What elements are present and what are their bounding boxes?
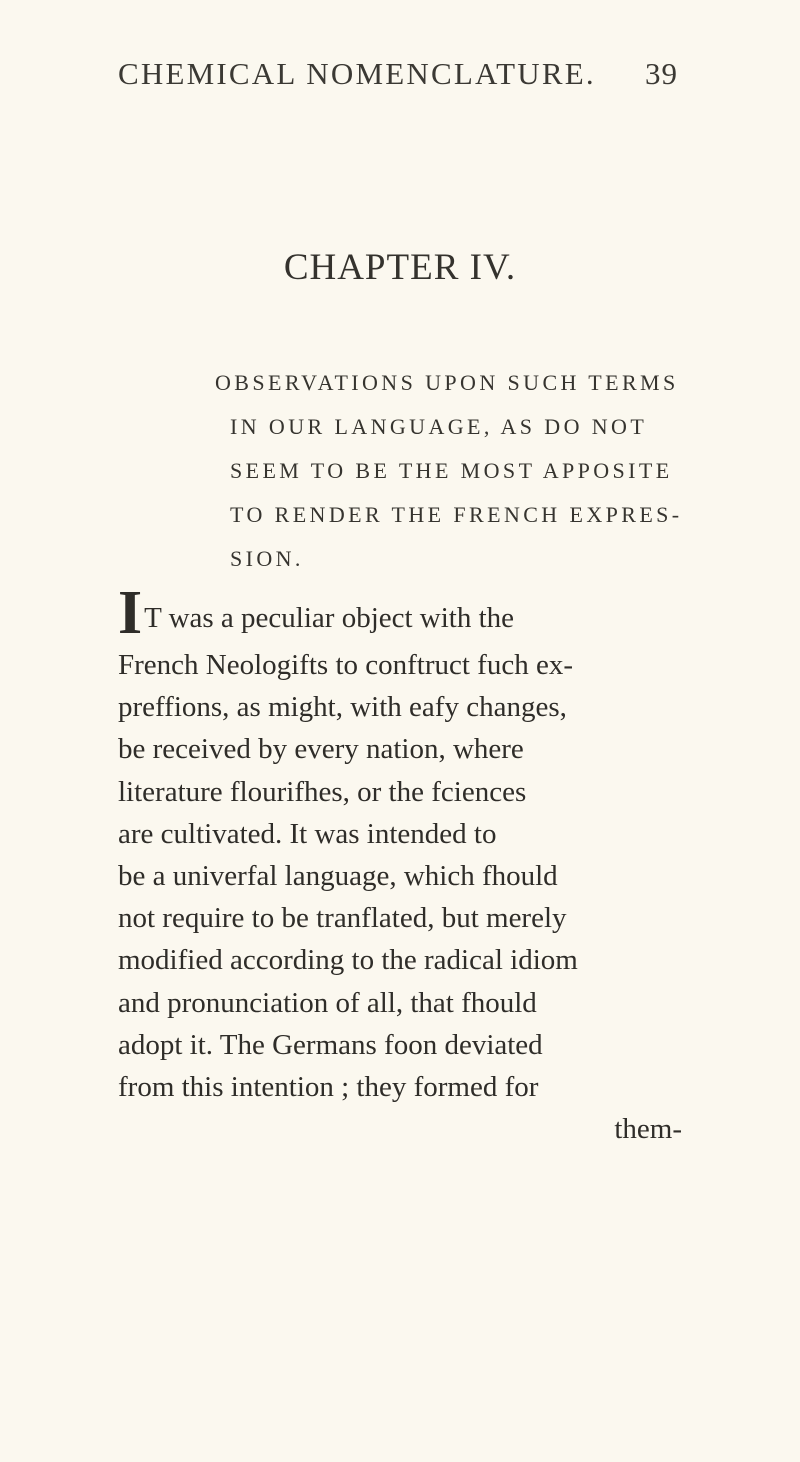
subtitle-line: SION.: [230, 546, 304, 571]
chapter-heading: CHAPTER IV.: [283, 247, 517, 288]
body-line: are cultivated. It was intended to: [118, 817, 497, 850]
body-paragraph: [118, 579, 682, 1150]
running-head: [118, 56, 678, 102]
subtitle-line: IN OUR LANGUAGE, AS DO NOT: [230, 414, 648, 439]
chapter-subtitle: [215, 361, 683, 581]
body-first-line: [118, 579, 682, 647]
body-line: adopt it. The Germans foon deviated: [118, 1028, 543, 1061]
first-line-text: T was a peculiar object with the: [144, 602, 515, 634]
catchword: them-: [614, 1113, 682, 1146]
body-line: be received by every nation, where: [118, 733, 524, 766]
body-line: from this intention ; they formed for: [118, 1071, 539, 1104]
body-line: preffions, as might, with eafy changes,: [118, 691, 567, 724]
subtitle-line: SEEM TO BE THE MOST APPOSITE: [230, 458, 673, 483]
body-line: modified according to the radical idiom: [118, 944, 578, 977]
running-head-title: CHEMICAL NOMENCLATURE.: [118, 56, 596, 91]
drop-cap: I: [118, 579, 143, 647]
body-line: be a univerfal language, which fhould: [118, 860, 558, 893]
body-line: not require to be tranflated, but merely: [118, 902, 567, 935]
subtitle-line: TO RENDER THE FRENCH EXPRES-: [230, 502, 683, 527]
body-line: and pronunciation of all, that fhould: [118, 986, 537, 1019]
body-line: French Neologifts to conftruct fuch ex-: [118, 649, 573, 681]
page-number: 39: [645, 56, 678, 91]
subtitle-line: OBSERVATIONS UPON SUCH TERMS: [215, 370, 679, 395]
body-line: literature flourifhes, or the fciences: [118, 775, 527, 808]
